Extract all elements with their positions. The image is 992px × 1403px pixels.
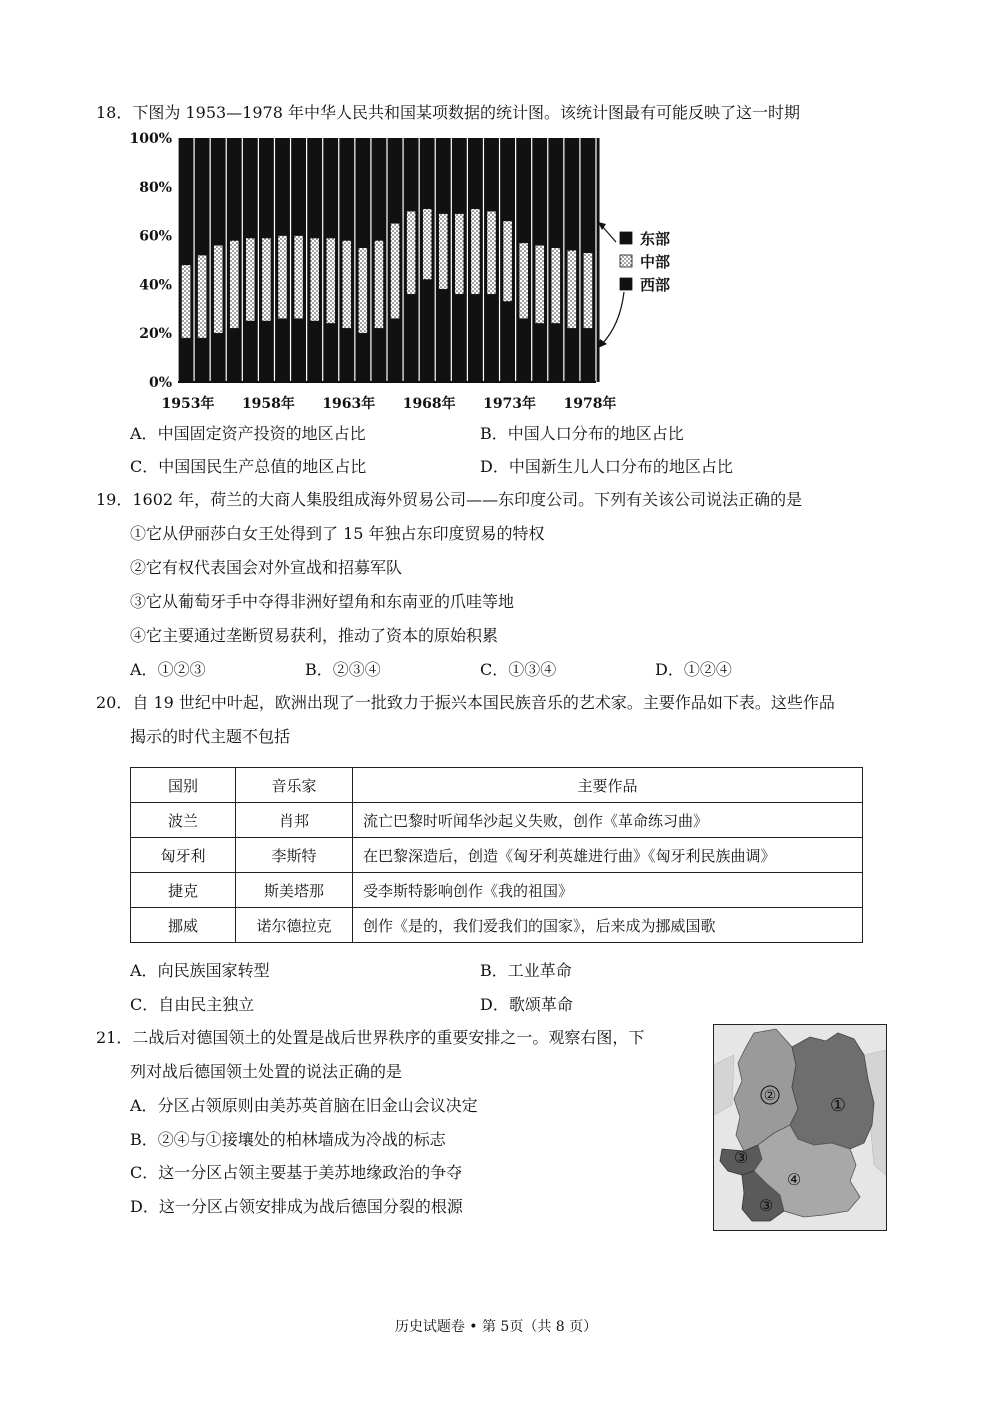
q18-stem-text: 下图为 1953—1978 年中华人民共和国某项数据的统计图。该统计图最有可能反映了这一时期 [132, 103, 800, 122]
q21-option-a-text: 分区占领原则由美苏英首脑在旧金山会议决定 [157, 1096, 478, 1115]
bar-segment-east [583, 138, 592, 253]
legend-swatch [620, 232, 632, 244]
bar-segment-east [503, 138, 512, 221]
table-cell-country: 挪威 [131, 908, 236, 943]
table-header-musician: 音乐家 [236, 768, 353, 803]
q19-option-b-label: B． [305, 660, 333, 679]
table-cell-musician: 肖邦 [236, 803, 353, 838]
q19-option-c-text: ①③④ [508, 660, 557, 679]
q19-option-d-text: ①②④ [683, 660, 732, 679]
page-footer: 历史试题卷 • 第 5页（共 8 页） [394, 1319, 598, 1335]
table-cell-works: 受李斯特影响创作《我的祖国》 [353, 873, 863, 908]
germany-zones-map [713, 1024, 887, 1231]
bar-segment-west [374, 328, 383, 382]
q20-option-a-label: A． [130, 961, 158, 980]
q20-option-b-label: B． [480, 961, 508, 980]
q21-option-d-text: 这一分区占领安排成为战后德国分裂的根源 [158, 1197, 463, 1216]
q19-statement-2: ②它有权代表国会对外宣战和招募军队 [130, 558, 403, 577]
bar-segment-east [358, 138, 367, 248]
bar-segment-west [310, 321, 319, 382]
bar-segment-east [567, 138, 576, 250]
q20-stem-line1 [96, 693, 835, 713]
table-header-country: 国别 [131, 768, 236, 803]
table-cell-country: 匈牙利 [131, 838, 236, 873]
bar-segment-west [407, 294, 416, 382]
q19-stem-text: 1602 年，荷兰的大商人集股组成海外贸易公司——东印度公司。下列有关该公司说法正确的是 [132, 490, 803, 509]
table-row [131, 908, 863, 943]
map-label-4-text: ④ [786, 1170, 802, 1189]
q21-option-b-text: ②④与①接壤处的柏林墙成为冷战的标志 [157, 1130, 446, 1149]
table-cell-country: 波兰 [131, 803, 236, 838]
bar-segment-central [535, 245, 544, 323]
q18-option-a-label: A． [130, 424, 158, 443]
q19-option-a-label: A． [130, 660, 158, 679]
bar-separator [274, 138, 275, 382]
bar-segment-east [455, 138, 464, 214]
x-tick-label: 1958年 [241, 396, 295, 412]
x-tick-label: 1963年 [322, 396, 376, 412]
bar-segment-west [423, 280, 432, 382]
bar-separator [322, 138, 323, 382]
bar-segment-east [294, 138, 303, 236]
table-header-works: 主要作品 [353, 768, 863, 803]
table-cell-musician: 诺尔德拉克 [236, 908, 353, 943]
map-label-2-text: ② [763, 1088, 777, 1104]
bar-separator [386, 138, 387, 382]
q18-option-c[interactable] [130, 457, 366, 477]
map-label-1-text: ① [829, 1095, 847, 1116]
legend-swatch [620, 278, 632, 290]
q20-option-a-text: 向民族国家转型 [157, 961, 270, 980]
map-zone-1 [790, 1033, 874, 1149]
bar-segment-west [278, 319, 287, 382]
bar-separator [563, 138, 564, 382]
bar-segment-central [471, 209, 480, 294]
bar-separator [499, 138, 500, 382]
bar-segment-west [262, 321, 271, 382]
q19-number: 19． [96, 490, 133, 509]
bar-separator [290, 138, 291, 382]
bar-segment-east [407, 138, 416, 211]
bar-segment-east [278, 138, 287, 236]
bar-segment-west [358, 333, 367, 382]
legend-swatch [620, 255, 632, 267]
q20-number: 20． [96, 693, 133, 712]
q21-number: 21． [96, 1028, 133, 1047]
q20-stem-text-1: 自 19 世纪中叶起，欧洲出现了一批致力于振兴本国民族音乐的艺术家。主要作品如下表。这些作品 [132, 693, 835, 712]
bar-segment-central [342, 240, 351, 328]
q18-option-d-label: D． [480, 457, 509, 476]
q19-statement-4: ④它主要通过垄断贸易获利，推动了资本的原始积累 [130, 626, 499, 645]
bar-separator [579, 138, 580, 382]
q21-option-c-text: 这一分区占领主要基于美苏地缘政治的争夺 [158, 1163, 463, 1182]
bar-segment-central [487, 211, 496, 294]
bar-segment-central [455, 214, 464, 295]
q18-option-a-text: 中国固定资产投资的地区占比 [157, 424, 366, 443]
bar-segment-east [342, 138, 351, 240]
map-label-3b-text: ③ [758, 1196, 774, 1215]
bar-segment-east [391, 138, 400, 223]
bar-segment-west [471, 294, 480, 382]
q18-number: 18． [96, 103, 133, 122]
q18-option-a[interactable] [130, 424, 366, 444]
bar-separator [242, 138, 243, 382]
bar-segment-central [519, 243, 528, 319]
legend-arrow-bottom [602, 292, 624, 344]
bar-segment-central [503, 221, 512, 302]
y-tick-label: 40% [139, 277, 172, 294]
bar-segment-central [567, 250, 576, 328]
bar-separator [531, 138, 532, 382]
bar-separator [354, 138, 355, 382]
q18-option-b[interactable] [480, 424, 684, 444]
bar-separator [547, 138, 548, 382]
composers-table [130, 767, 863, 943]
q19-option-b-text: ②③④ [332, 660, 381, 679]
bar-segment-east [230, 138, 239, 240]
bar-segment-central [423, 209, 432, 280]
legend-label: 东部 [640, 230, 671, 248]
bar-segment-west [230, 328, 239, 382]
q21-option-b[interactable] [130, 1130, 446, 1150]
table-header-row [131, 768, 863, 803]
q21-option-c-label: C． [130, 1163, 159, 1182]
bar-segment-west [214, 333, 223, 382]
table-cell-works: 在巴黎深造后，创造《匈牙利英雄进行曲》《匈牙利民族曲调》 [353, 838, 863, 873]
q18-option-c-text: 中国国民生产总值的地区占比 [158, 457, 367, 476]
bar-segment-central [391, 223, 400, 318]
bar-separator [402, 138, 403, 382]
map-svg [714, 1025, 886, 1230]
q21-stem-text-1: 二战后对德国领土的处置是战后世界秩序的重要安排之一。观察右图，下 [132, 1028, 645, 1047]
q19-option-c[interactable] [480, 660, 556, 680]
bar-segment-central [439, 214, 448, 290]
bar-segment-west [326, 323, 335, 382]
legend-label: 中部 [640, 253, 671, 271]
bar-segment-central [407, 211, 416, 294]
y-tick-label: 60% [139, 228, 172, 245]
table-row [131, 803, 863, 838]
bar-segment-east [198, 138, 207, 255]
q19-option-b[interactable] [305, 660, 381, 680]
bar-segment-east [487, 138, 496, 211]
bar-segment-east [535, 138, 544, 245]
q21-stem-line2: 列对战后德国领土处置的说法正确的是 [130, 1062, 403, 1081]
bar-segment-central [262, 238, 271, 321]
bar-segment-central [246, 238, 255, 321]
bar-separator [193, 138, 194, 382]
q21-stem-line1 [96, 1028, 644, 1048]
bar-segment-west [182, 338, 191, 382]
q19-option-d-label: D． [655, 660, 684, 679]
q20-option-a[interactable] [130, 961, 270, 981]
bar-segment-west [198, 338, 207, 382]
bar-segment-east [262, 138, 271, 238]
bar-segment-central [230, 240, 239, 328]
table-row [131, 838, 863, 873]
q18-option-c-label: C． [130, 457, 159, 476]
bar-segment-central [583, 253, 592, 329]
q18-option-b-label: B． [480, 424, 508, 443]
bar-separator [306, 138, 307, 382]
bar-segment-east [326, 138, 335, 238]
q20-option-d[interactable] [480, 995, 573, 1015]
y-tick-label: 80% [139, 179, 172, 196]
q20-option-c[interactable] [130, 995, 254, 1015]
bar-segment-east [246, 138, 255, 238]
bar-segment-east [519, 138, 528, 243]
table-cell-musician: 李斯特 [236, 838, 353, 873]
bar-segment-east [182, 138, 191, 265]
q20-option-d-text: 歌颂革命 [508, 995, 573, 1014]
q20-option-b-text: 工业革命 [507, 961, 572, 980]
bar-segment-west [439, 289, 448, 382]
table-cell-works: 创作《是的，我们爱我们的国家》，后来成为挪威国歌 [353, 908, 863, 943]
bar-separator [419, 138, 420, 382]
bar-segment-central [551, 248, 560, 324]
bar-segment-central [198, 255, 207, 338]
q19-option-a-text: ①②③ [157, 660, 206, 679]
bar-segment-west [583, 328, 592, 382]
bar-segment-west [342, 328, 351, 382]
bar-segment-west [246, 321, 255, 382]
q19-option-d[interactable] [655, 660, 732, 680]
bar-separator [451, 138, 452, 382]
q18-option-d-text: 中国新生儿人口分布的地区占比 [508, 457, 733, 476]
x-tick-label: 1968年 [402, 396, 456, 412]
bar-segment-east [374, 138, 383, 240]
bar-separator [210, 138, 211, 382]
bar-separator [338, 138, 339, 382]
bar-segment-east [310, 138, 319, 238]
bar-segment-west [519, 319, 528, 382]
q18-option-b-text: 中国人口分布的地区占比 [507, 424, 684, 443]
q18-option-d[interactable] [480, 457, 733, 477]
x-tick-label: 1973年 [483, 396, 537, 412]
q18-stem [96, 103, 800, 123]
q20-option-c-label: C． [130, 995, 159, 1014]
bar-separator [370, 138, 371, 382]
y-tick-label: 100% [129, 131, 172, 147]
bar-segment-west [535, 323, 544, 382]
q21-option-d-label: D． [130, 1197, 159, 1216]
bar-segment-east [214, 138, 223, 245]
bar-segment-central [374, 240, 383, 328]
q21-option-a[interactable] [130, 1096, 478, 1116]
bar-segment-central [294, 236, 303, 319]
bar-segment-east [423, 138, 432, 209]
legend-label: 西部 [640, 276, 671, 294]
table-cell-country: 捷克 [131, 873, 236, 908]
q19-stem [96, 490, 802, 510]
bar-segment-central [358, 248, 367, 333]
q21-option-a-label: A． [130, 1096, 158, 1115]
bar-separator [483, 138, 484, 382]
bar-segment-west [567, 328, 576, 382]
bar-segment-east [439, 138, 448, 214]
bar-separator [595, 138, 596, 382]
bar-segment-east [551, 138, 560, 248]
map-label-3a-text: ③ [733, 1148, 749, 1167]
bar-segment-west [487, 294, 496, 382]
q21-option-c[interactable] [130, 1163, 462, 1183]
q19-option-c-label: C． [480, 660, 509, 679]
x-tick-label: 1953年 [161, 396, 215, 412]
bar-chart [128, 130, 708, 420]
x-tick-label: 1978年 [563, 396, 617, 412]
bar-separator [435, 138, 436, 382]
q20-option-c-text: 自由民主独立 [158, 995, 255, 1014]
bar-separator [226, 138, 227, 382]
bar-segment-central [214, 245, 223, 333]
q20-option-d-label: D． [480, 995, 509, 1014]
bar-segment-central [182, 265, 191, 338]
bar-separator [177, 138, 178, 382]
y-tick-label: 20% [139, 326, 172, 343]
q19-statement-1: ①它从伊丽莎白女王处得到了 15 年独占东印度贸易的特权 [130, 524, 545, 543]
bar-segment-west [294, 319, 303, 382]
bar-segment-east [471, 138, 480, 209]
bar-separator [467, 138, 468, 382]
q21-option-d[interactable] [130, 1197, 463, 1217]
bar-segment-west [455, 294, 464, 382]
bar-separator [258, 138, 259, 382]
table-cell-musician: 斯美塔那 [236, 873, 353, 908]
q20-stem-line2: 揭示的时代主题不包括 [130, 727, 291, 746]
bar-segment-central [310, 238, 319, 321]
q21-option-b-label: B． [130, 1130, 158, 1149]
table-cell-works: 流亡巴黎时听闻华沙起义失败，创作《革命练习曲》 [353, 803, 863, 838]
bar-segment-central [326, 238, 335, 323]
bar-separator [515, 138, 516, 382]
y-tick-label: 0% [148, 375, 172, 391]
bar-segment-west [503, 301, 512, 382]
q19-statement-3: ③它从葡萄牙手中夺得非洲好望角和东南亚的爪哇等地 [130, 592, 515, 611]
q20-option-b[interactable] [480, 961, 572, 981]
q19-option-a[interactable] [130, 660, 206, 680]
legend-arrow-top [602, 226, 616, 242]
table-row [131, 873, 863, 908]
bar-segment-central [278, 236, 287, 319]
bar-segment-west [391, 319, 400, 382]
bar-segment-west [551, 323, 560, 382]
